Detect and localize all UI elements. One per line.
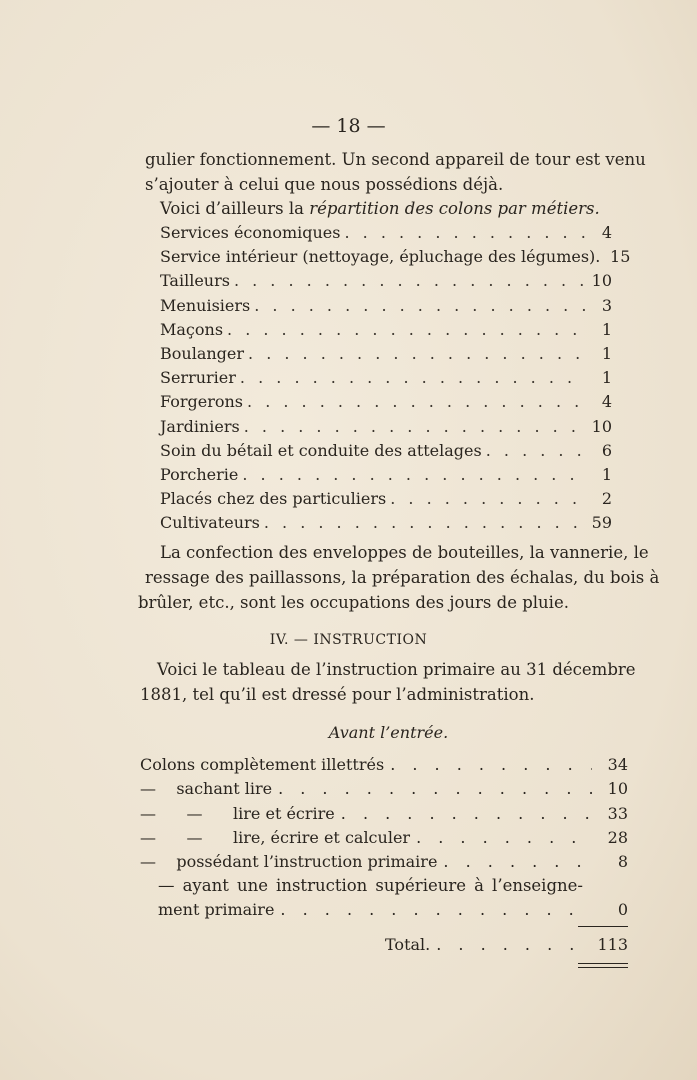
metier-label: Menuisiers	[160, 295, 251, 315]
metier-row	[160, 368, 612, 387]
leader-dots	[264, 513, 586, 532]
leader-dots	[280, 900, 592, 919]
section-heading: IV. — INSTRUCTION	[269, 632, 428, 648]
metier-value: 10	[591, 416, 612, 436]
metier-value: 1	[601, 344, 612, 363]
metier-value: 1	[601, 368, 612, 388]
double-rule-2	[578, 967, 628, 968]
leader-dots	[486, 441, 586, 460]
leader-dots	[390, 489, 586, 508]
metier-label: Service intérieur (nettoyage, épluchage des légumes).	[160, 247, 601, 267]
instruction-value: 34	[607, 755, 628, 774]
metier-row	[160, 513, 612, 532]
leader-dots	[242, 465, 586, 484]
repartition-intro	[160, 199, 600, 218]
leader-dots	[254, 296, 586, 315]
metier-value: 6	[601, 440, 612, 460]
metier-row	[160, 489, 612, 508]
leader-dots	[240, 368, 586, 387]
intro-line-1: gulier fonctionnement. Un second appareil de tour est venu	[145, 150, 646, 169]
paragraph2-line-2: ressage des paillassons, la préparation des échalas, du bois à	[145, 568, 660, 587]
intro-line-2: s’ajouter à celui que nous possédions déjà.	[145, 175, 504, 194]
instruction-value: 10	[607, 779, 628, 799]
instruction-value: 8	[617, 852, 628, 872]
metier-label: Cultivateurs	[160, 513, 260, 533]
instruction-last-row	[158, 900, 628, 919]
leader-dots	[227, 320, 586, 339]
subheading: Avant l’entrée.	[328, 723, 449, 742]
metier-label: Placés chez des particuliers	[160, 489, 387, 509]
metier-row	[160, 417, 612, 436]
instruction-value: 33	[607, 803, 628, 823]
metier-label: Soin du bétail et conduite des attelages	[160, 440, 482, 460]
paragraph2-line-1: La confection des enveloppes de bouteilles, la vannerie, le	[160, 543, 649, 562]
instruction-row	[140, 828, 628, 847]
metier-label: Tailleurs	[160, 271, 230, 291]
repartition-text: Voici d’ailleurs la	[160, 199, 310, 218]
metier-value: 4	[601, 223, 612, 242]
metier-value: 1	[601, 465, 612, 484]
metier-value: 3	[601, 295, 612, 315]
metier-value: 1	[601, 319, 612, 339]
repartition-italic: répartition des colons par métiers.	[309, 199, 600, 218]
leader-dots	[390, 755, 592, 774]
metier-row	[160, 465, 612, 484]
metier-row	[160, 223, 612, 242]
metier-row	[160, 247, 631, 267]
metier-row	[160, 271, 612, 290]
instruction-row	[140, 755, 628, 774]
double-rule-1	[578, 963, 628, 964]
metier-row	[160, 392, 612, 411]
metier-label: Jardiniers	[160, 416, 240, 436]
total-value: 113	[597, 935, 628, 954]
paragraph3-line-1: Voici le tableau de l’instruction primaire au 31 décembre	[157, 660, 636, 679]
instruction-value: 28	[607, 827, 628, 847]
leader-dots	[341, 804, 592, 823]
instruction-label: — — lire et écrire	[140, 803, 335, 823]
metier-label: Boulanger	[160, 344, 245, 363]
metier-label: Forgerons	[160, 392, 244, 412]
leader-dots	[436, 935, 591, 954]
metier-value: 59	[591, 513, 612, 533]
instruction-row	[140, 779, 628, 798]
leader-dots	[247, 392, 586, 411]
leader-dots	[244, 417, 586, 436]
leader-dots	[248, 344, 586, 363]
metier-value: 15	[610, 247, 631, 267]
metier-label: Porcherie	[160, 465, 239, 484]
leader-dots	[416, 828, 592, 847]
paragraph3-line-2: 1881, tel qu’il est dressé pour l’administration.	[140, 685, 535, 704]
total-rule	[578, 926, 628, 927]
metier-label: Serrurier	[160, 368, 236, 388]
instruction-last-label: ment primaire	[158, 900, 275, 919]
metier-label: Services économiques	[160, 223, 341, 242]
instruction-label: — sachant lire	[140, 779, 273, 799]
metier-value: 4	[601, 392, 612, 412]
leader-dots	[443, 852, 592, 871]
metier-row	[160, 441, 612, 460]
leader-dots	[344, 223, 586, 242]
metier-label: Maçons	[160, 319, 224, 339]
metier-row	[160, 296, 612, 315]
total-label: Total.	[385, 935, 431, 954]
page-number: — 18 —	[311, 115, 386, 137]
instruction-label: — possédant l’instruction primaire	[140, 852, 438, 872]
instruction-last-line-1: — ayant une instruction supérieure à l’enseigne-	[158, 876, 583, 895]
leader-dots	[234, 271, 586, 290]
metier-row	[160, 320, 612, 339]
metier-row	[160, 344, 612, 363]
instruction-row	[140, 852, 628, 871]
instruction-row	[140, 804, 628, 823]
metier-value: 10	[591, 271, 612, 291]
leader-dots	[278, 779, 592, 798]
metier-value: 2	[601, 489, 612, 509]
instruction-label: — — lire, écrire et calculer	[140, 827, 411, 847]
total-row	[385, 935, 628, 954]
paragraph2-line-3: brûler, etc., sont les occupations des jours de pluie.	[138, 593, 569, 612]
instruction-last-value: 0	[617, 900, 628, 919]
instruction-label: Colons complètement illettrés	[140, 755, 385, 774]
